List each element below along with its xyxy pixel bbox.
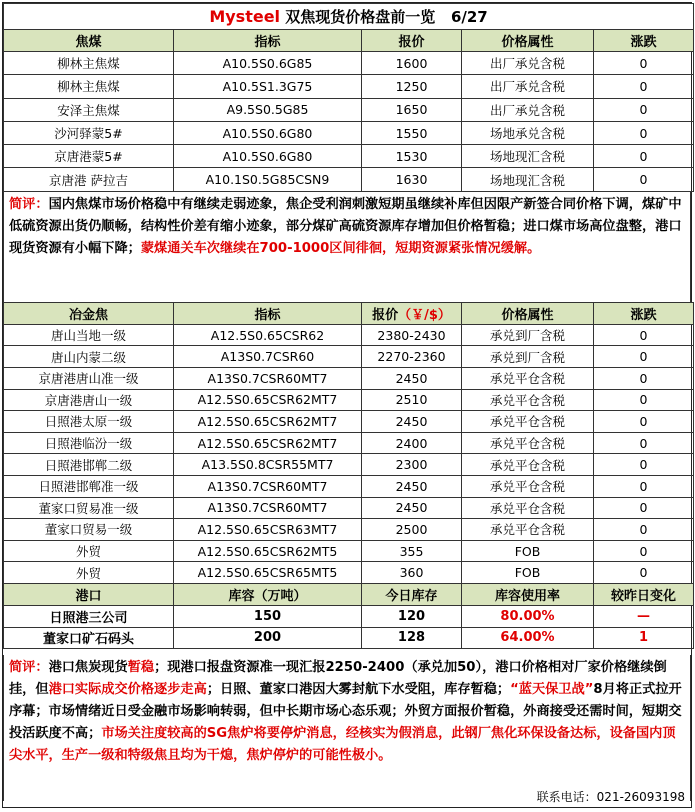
coking-coal-table (3, 3, 694, 192)
product-cell: 日照港太原一级 (4, 411, 174, 433)
change-cell: 0 (594, 497, 694, 519)
port-header (4, 583, 694, 605)
capacity-cell: 200 (174, 627, 362, 649)
header-cell: 冶金焦 (4, 302, 174, 324)
header-cell: 焦煤 (4, 30, 174, 52)
spec-cell: A10.5S0.6G85 (174, 52, 362, 75)
comment-text: 港口焦炭现货 (48, 660, 128, 676)
price-cell: 1550 (362, 121, 462, 144)
spec-cell: A12.5S0.65CSR62MT7 (174, 389, 362, 411)
comment-text: 8月将正式拉开序幕；市场情绪近日受金融市场影响转弱，但中长期市场心态乐观；外贸方面报价暂稳，外商接受还需时间，短期交投活跃度不高； (9, 682, 682, 742)
price-cell: 2380-2430 (362, 324, 462, 346)
product-cell: 日照港邯郸准一级 (4, 475, 174, 497)
spec-cell: A10.5S1.3G75 (174, 75, 362, 98)
price-attribute-cell: 承兑到厂含税 (462, 346, 594, 368)
product-cell: 柳林主焦煤 (4, 75, 174, 98)
price-cell: 1600 (362, 52, 462, 75)
table-row (4, 519, 694, 541)
product-cell: 京唐港 萨拉吉 (4, 168, 174, 191)
price-cell: 2450 (362, 411, 462, 433)
change-cell: 0 (594, 475, 694, 497)
table-row (4, 540, 694, 562)
product-cell: 董家口贸易一级 (4, 519, 174, 541)
usage-rate-cell: 64.00% (462, 627, 594, 649)
product-cell: 京唐港蒙5# (4, 145, 174, 168)
header-cell: 报价 (362, 30, 462, 52)
coke-comment (3, 655, 691, 801)
spec-cell: A10.5S0.6G80 (174, 145, 362, 168)
spec-cell: A13S0.7CSR60MT7 (174, 497, 362, 519)
port-row (4, 627, 694, 649)
price-attribute-cell: 承兑平仓含税 (462, 367, 594, 389)
table-row (4, 562, 694, 584)
price-cell: 2300 (362, 454, 462, 476)
header-cell: 报价（￥/$） (362, 302, 462, 324)
comment-label: 简评： (9, 196, 49, 212)
spec-cell: A12.5S0.65CSR62MT5 (174, 540, 362, 562)
price-cell: 2500 (362, 519, 462, 541)
header-cell: 较昨日变化 (594, 583, 694, 605)
product-cell: 外贸 (4, 540, 174, 562)
product-cell: 京唐港唐山准一级 (4, 367, 174, 389)
sheet-title (4, 4, 694, 30)
change-cell: 0 (594, 432, 694, 454)
comment-highlight: 港口实际成交价格逐步走高 (48, 682, 207, 698)
change-cell: 0 (594, 52, 694, 75)
port-rows (4, 605, 694, 648)
comment-text: ；日照、董家口港因大雾封航下水受阻，库存暂稳； (206, 682, 511, 698)
change-cell: 0 (594, 121, 694, 144)
change-cell: 0 (594, 98, 694, 121)
spec-cell: A13S0.7CSR60 (174, 346, 362, 368)
price-cell: 2270-2360 (362, 346, 462, 368)
price-attribute-cell: FOB (462, 562, 594, 584)
price-attribute-cell: 承兑平仓含税 (462, 497, 594, 519)
header-cell: 今日库存 (362, 583, 462, 605)
header-cell: 库容使用率 (462, 583, 594, 605)
change-cell: 0 (594, 324, 694, 346)
product-cell: 外贸 (4, 562, 174, 584)
table-row (4, 389, 694, 411)
header-cell: 港口 (4, 583, 174, 605)
coking-coal-rows (4, 52, 694, 192)
title-text: 双焦现货价格盘前一览 (285, 8, 436, 26)
price-cell: 360 (362, 562, 462, 584)
price-cell: 1530 (362, 145, 462, 168)
price-attribute-cell: 承兑平仓含税 (462, 389, 594, 411)
price-attribute-cell: 出厂承兑含税 (462, 98, 594, 121)
product-cell: 日照港邯郸二级 (4, 454, 174, 476)
price-attribute-cell: FOB (462, 540, 594, 562)
table-row (4, 145, 694, 168)
change-cell: 0 (594, 454, 694, 476)
product-cell: 日照港临汾一级 (4, 432, 174, 454)
brand-name: Mysteel (209, 7, 281, 26)
change-cell: 0 (594, 367, 694, 389)
usage-rate-cell: 80.00% (462, 605, 594, 627)
spec-cell: A10.1S0.5G85CSN9 (174, 168, 362, 191)
port-name-cell: 日照港三公司 (4, 605, 174, 627)
product-cell: 唐山内蒙二级 (4, 346, 174, 368)
header-cell: 指标 (174, 302, 362, 324)
comment-text: ；现港口报盘资源准一现汇报2250-2400（承兑加50），港口价格相对厂家价格继续倒挂，但 (9, 660, 667, 698)
spec-cell: A13.5S0.8CSR55MT7 (174, 454, 362, 476)
table-row (4, 432, 694, 454)
comment-highlight: 蒙煤通关车次继续在700-1000区间徘徊，短期资源紧张情况缓解。 (140, 240, 541, 256)
table-row (4, 367, 694, 389)
product-cell: 唐山当地一级 (4, 324, 174, 346)
met-coke-header (4, 302, 694, 324)
table-row (4, 52, 694, 75)
price-cell: 2450 (362, 475, 462, 497)
table-row (4, 497, 694, 519)
price-attribute-cell: 承兑平仓含税 (462, 454, 594, 476)
product-cell: 柳林主焦煤 (4, 52, 174, 75)
product-cell: 京唐港唐山一级 (4, 389, 174, 411)
header-cell: 价格属性 (462, 30, 594, 52)
change-cell: 0 (594, 411, 694, 433)
capacity-cell: 150 (174, 605, 362, 627)
product-cell: 安泽主焦煤 (4, 98, 174, 121)
price-cell: 2450 (362, 497, 462, 519)
change-cell: 0 (594, 75, 694, 98)
price-cell: 1630 (362, 168, 462, 191)
spec-cell: A13S0.7CSR60MT7 (174, 475, 362, 497)
change-cell: 0 (594, 346, 694, 368)
table-row (4, 121, 694, 144)
table-row (4, 475, 694, 497)
price-cell: 1250 (362, 75, 462, 98)
price-attribute-cell: 承兑平仓含税 (462, 411, 594, 433)
port-row (4, 605, 694, 627)
price-attribute-cell: 承兑平仓含税 (462, 475, 594, 497)
table-row (4, 454, 694, 476)
table-row (4, 324, 694, 346)
price-attribute-cell: 承兑平仓含税 (462, 519, 594, 541)
spec-cell: A10.5S0.6G80 (174, 121, 362, 144)
change-cell: 0 (594, 145, 694, 168)
change-cell: 0 (594, 389, 694, 411)
price-attribute-cell: 场地现汇含税 (462, 145, 594, 168)
header-cell: 指标 (174, 30, 362, 52)
comment-highlight: “蓝天保卫战” (510, 682, 594, 698)
comment-highlight: 市场关注度较高的SG焦炉将要停炉消息，经核实为假消息，此钢厂焦化环保设备达标，设备国内顶尖水平，生产一级和特级焦且均为干熄，焦炉停炉的可能性极小。 (9, 726, 676, 764)
daily-change-cell: 1 (594, 627, 694, 649)
price-cell: 2510 (362, 389, 462, 411)
inventory-cell: 120 (362, 605, 462, 627)
met-coke-rows (4, 324, 694, 583)
price-cell: 2400 (362, 432, 462, 454)
table-row (4, 346, 694, 368)
spec-cell: A12.5S0.65CSR62 (174, 324, 362, 346)
price-attribute-cell: 场地现汇含税 (462, 168, 594, 191)
coking-coal-header (4, 30, 694, 52)
header-cell: 涨跌 (594, 302, 694, 324)
contact-phone: 联系电话：021-26093198 (536, 790, 685, 804)
price-attribute-cell: 场地承兑含税 (462, 121, 594, 144)
spec-cell: A12.5S0.65CSR63MT7 (174, 519, 362, 541)
change-cell: 0 (594, 540, 694, 562)
spec-cell: A9.5S0.5G85 (174, 98, 362, 121)
product-cell: 董家口贸易准一级 (4, 497, 174, 519)
port-name-cell: 董家口矿石码头 (4, 627, 174, 649)
title-row (4, 4, 694, 30)
header-cell: 价格属性 (462, 302, 594, 324)
comment-highlight: 暂稳 (127, 660, 155, 676)
price-attribute-cell: 出厂承兑含税 (462, 52, 594, 75)
change-cell: 0 (594, 519, 694, 541)
inventory-cell: 128 (362, 627, 462, 649)
spec-cell: A12.5S0.65CSR62MT7 (174, 432, 362, 454)
comment-text: 国内焦煤市场价格稳中有继续走弱迹象，焦企受利润刺激短期虽继续补库但因限产新签合同价格下调，煤矿中低硫资源出货仍顺畅，结构性价差有缩小迹象，部分煤矿高硫资源库存增加但价格暂稳；进口煤市场高位盘整，港口现货资源有小幅下降； (9, 196, 682, 256)
price-attribute-cell: 出厂承兑含税 (462, 75, 594, 98)
spec-cell: A12.5S0.65CSR62MT7 (174, 411, 362, 433)
change-cell: 0 (594, 168, 694, 191)
price-cell: 355 (362, 540, 462, 562)
header-cell: 库容（万吨） (174, 583, 362, 605)
table-row (4, 98, 694, 121)
price-attribute-cell: 承兑到厂含税 (462, 324, 594, 346)
price-cell: 1650 (362, 98, 462, 121)
table-row (4, 75, 694, 98)
product-cell: 沙河驿蒙5# (4, 121, 174, 144)
spec-cell: A12.5S0.65CSR65MT5 (174, 562, 362, 584)
change-cell: 0 (594, 562, 694, 584)
coking-coal-comment (3, 192, 691, 302)
price-sheet (2, 2, 692, 808)
daily-change-cell: — (594, 605, 694, 627)
comment-label: 简评： (9, 660, 49, 676)
price-cell: 2450 (362, 367, 462, 389)
price-attribute-cell: 承兑平仓含税 (462, 432, 594, 454)
table-row (4, 168, 694, 191)
table-row (4, 411, 694, 433)
title-date: 6/27 (450, 8, 488, 26)
spec-cell: A13S0.7CSR60MT7 (174, 367, 362, 389)
met-coke-table (3, 302, 694, 649)
header-cell: 涨跌 (594, 30, 694, 52)
